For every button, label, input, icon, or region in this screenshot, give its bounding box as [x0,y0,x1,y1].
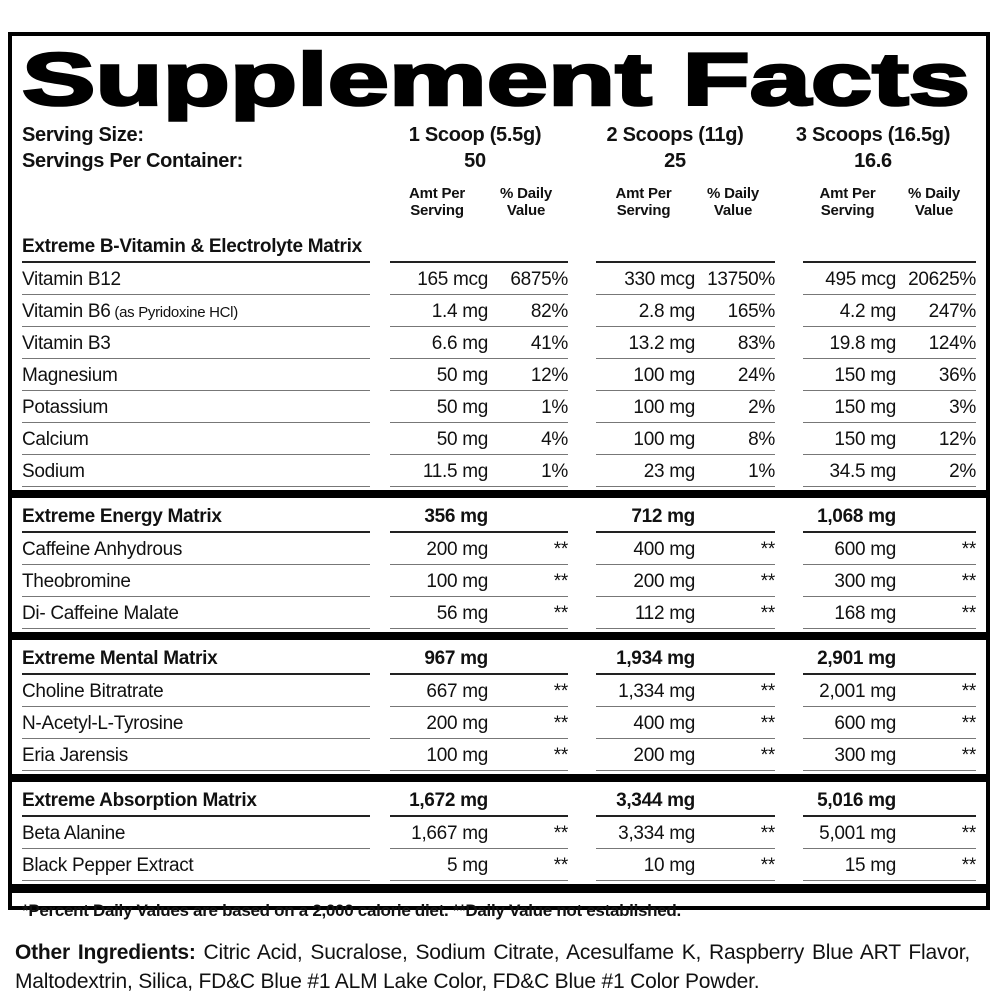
ingredient-name: Di- Caffeine Malate [22,597,370,629]
daily-value: ** [553,712,568,734]
serving-1-values [390,642,568,675]
serving-2-values [596,500,775,533]
daily-value: 24% [737,364,775,386]
ingredient-name: Extreme Energy Matrix [22,500,370,533]
serving-3-values [803,739,976,771]
serving-size-3scoops: 3 Scoops (16.5g) [795,124,951,146]
ingredient-row [22,327,976,359]
amount-per-serving: 5,001 mg [819,822,896,844]
serving-3-values [803,391,976,423]
daily-value: 124% [928,332,976,354]
ingredient-name: Black Pepper Extract [22,849,370,881]
ingredient-row [22,565,976,597]
amount-per-serving: 5 mg [446,854,488,876]
daily-value: 8% [748,428,775,450]
serving-1-values [390,739,568,771]
servings-per-container-row [22,148,976,174]
amount-per-serving: 200 mg [633,744,695,766]
daily-value: ** [961,744,976,766]
serving-2-values [596,359,775,391]
section-divider-bar [12,774,986,782]
daily-value: ** [760,570,775,592]
column-header-row [22,179,976,225]
amount-per-serving: 667 mg [426,680,488,702]
daily-value: 41% [530,332,568,354]
amount-per-serving: 50 mg [436,396,488,418]
ingredient-row [22,675,976,707]
section-header-row [22,230,976,263]
daily-value: ** [961,602,976,624]
amount-per-serving: 400 mg [633,712,695,734]
amount-per-serving: 11.5 mg [422,460,488,482]
ingredient-name: Calcium [22,423,370,455]
amount-per-serving: 600 mg [834,538,896,560]
daily-value: ** [553,538,568,560]
daily-value-header: % Daily Value [707,185,759,219]
serving-2-values [596,817,775,849]
daily-value: ** [553,570,568,592]
amount-per-serving: 150 mg [834,364,896,386]
daily-value: 1% [541,460,568,482]
daily-value: ** [553,680,568,702]
ingredient-name: Sodium [22,455,370,487]
amount-per-serving: 600 mg [834,712,896,734]
serving-size-2scoops: 2 Scoops (11g) [606,124,744,146]
amount-per-serving: 6.6 mg [431,332,488,354]
serving-1-values [390,423,568,455]
serving-1-values [390,597,568,629]
daily-value: ** [961,570,976,592]
daily-value: 12% [938,428,976,450]
amount-per-serving: 1,068 mg [817,505,896,527]
amount-per-serving: 495 mcg [825,268,896,290]
daily-value: ** [760,712,775,734]
serving-3-values [803,295,976,327]
daily-value: ** [553,822,568,844]
serving-2-values [596,597,775,629]
ingredient-name: Caffeine Anhydrous [22,533,370,565]
ingredient-sections [22,230,976,895]
ingredient-row [22,391,976,423]
section-header-row [22,642,976,675]
serving-2-values [596,455,775,487]
amount-per-serving: 150 mg [834,396,896,418]
ingredient-name: Beta Alanine [22,817,370,849]
amount-per-serving: 330 mcg [624,268,695,290]
amount-per-serving: 50 mg [436,364,488,386]
daily-value: ** [961,680,976,702]
serving-3-values [803,597,976,629]
serving-1-values [390,675,568,707]
amount-per-serving: 356 mg [424,505,488,527]
serving-1-values [390,817,568,849]
ingredient-name: Extreme B-Vitamin & Electrolyte Matrix [22,230,370,263]
amount-per-serving: 200 mg [426,712,488,734]
ingredient-name: Extreme Mental Matrix [22,642,370,675]
amount-per-serving: 4.2 mg [839,300,896,322]
column-header-group-1 [390,186,568,220]
serving-1-values [390,391,568,423]
daily-value: ** [553,602,568,624]
serving-1-values [390,455,568,487]
serving-1-values [390,252,568,263]
serving-1-values [390,359,568,391]
servings-count-1scoop: 50 [464,150,486,172]
panel-title-svg [22,38,976,122]
amount-per-serving: 200 mg [426,538,488,560]
ingredient-name: Vitamin B12 [22,263,370,295]
amount-per-serving: 34.5 mg [829,460,896,482]
ingredient-name: Eria Jarensis [22,739,370,771]
daily-value: 13750% [707,268,775,290]
amount-per-serving: 967 mg [424,647,488,669]
serving-2-values [596,533,775,565]
serving-1-values [390,707,568,739]
serving-1-values [390,263,568,295]
serving-2-values [596,675,775,707]
serving-3-values [803,263,976,295]
daily-value-footnote: *Percent Daily Values are based on a 2,000 calorie diet. **Daily Value not established. [22,900,681,920]
serving-3-values [803,500,976,533]
amt-per-serving-header: Amt Per Serving [408,185,466,219]
ingredient-name: Choline Bitratrate [22,675,370,707]
column-header-group-3 [803,186,976,220]
amount-per-serving: 50 mg [436,428,488,450]
servings-per-container-label: Servings Per Container: [22,150,243,172]
serving-1-values [390,500,568,533]
serving-1-values [390,327,568,359]
serving-2-values [596,739,775,771]
daily-value: 20625% [908,268,976,290]
amount-per-serving: 1,667 mg [411,822,488,844]
other-ingredients [15,938,970,997]
daily-value-header: % Daily Value [500,185,552,219]
ingredient-row [22,533,976,565]
ingredient-name: N-Acetyl-L-Tyrosine [22,707,370,739]
amount-per-serving: 712 mg [631,505,695,527]
amount-per-serving: 2,001 mg [819,680,896,702]
ingredient-row [22,295,976,327]
section-header-row [22,784,976,817]
serving-2-values [596,295,775,327]
daily-value: 2% [949,460,976,482]
ingredient-name: Vitamin B3 [22,327,370,359]
serving-2-values [596,642,775,675]
serving-2-values [596,252,775,263]
amount-per-serving: 300 mg [834,744,896,766]
serving-1-values [390,849,568,881]
daily-value: ** [760,680,775,702]
serving-2-values [596,565,775,597]
amount-per-serving: 23 mg [643,460,695,482]
amount-per-serving: 100 mg [426,744,488,766]
ingredient-name: Magnesium [22,359,370,391]
ingredient-row [22,423,976,455]
amount-per-serving: 5,016 mg [817,789,896,811]
amount-per-serving: 56 mg [436,602,488,624]
serving-2-values [596,849,775,881]
serving-3-values [803,675,976,707]
amount-per-serving: 2.8 mg [638,300,695,322]
amt-per-serving-header: Amt Per Serving [819,185,876,219]
serving-size-1scoop: 1 Scoop (5.5g) [408,124,542,146]
daily-value: 36% [938,364,976,386]
serving-3-values [803,423,976,455]
serving-1-values [390,533,568,565]
ingredient-row [22,739,976,771]
daily-value-header: % Daily Value [908,185,960,219]
ingredient-row [22,359,976,391]
amount-per-serving: 100 mg [633,364,695,386]
ingredient-row [22,817,976,849]
amount-per-serving: 10 mg [643,854,695,876]
daily-value: ** [961,854,976,876]
amount-per-serving: 165 mcg [417,268,488,290]
ingredient-name: Extreme Absorption Matrix [22,784,370,817]
serving-3-values [803,849,976,881]
servings-count-3scoops: 16.6 [854,150,892,172]
ingredient-name: Potassium [22,391,370,423]
supplement-facts-panel [8,32,990,920]
daily-value: ** [760,538,775,560]
servings-count-2scoops: 25 [664,150,686,172]
amount-per-serving: 1.4 mg [431,300,488,322]
serving-2-values [596,391,775,423]
serving-3-values [803,455,976,487]
amount-per-serving: 112 mg [634,602,695,624]
serving-2-values [596,263,775,295]
amount-per-serving: 1,934 mg [616,647,695,669]
amount-per-serving: 168 mg [834,602,896,624]
serving-3-values [803,817,976,849]
serving-3-values [803,707,976,739]
section-divider-bar [12,490,986,498]
daily-value: 82% [530,300,568,322]
serving-1-values [390,565,568,597]
serving-3-values [803,533,976,565]
amount-per-serving: 400 mg [633,538,695,560]
serving-2-values [596,707,775,739]
section-divider-bar [12,632,986,640]
panel-title-text: Supplement Facts [22,38,970,121]
daily-value: 1% [748,460,775,482]
daily-value: 1% [541,396,568,418]
amount-per-serving: 19.8 mg [829,332,896,354]
serving-size-label: Serving Size: [22,124,144,146]
daily-value: ** [961,822,976,844]
amount-per-serving: 2,901 mg [817,647,896,669]
amount-per-serving: 300 mg [834,570,896,592]
ingredient-name: Vitamin B6 (as Pyridoxine HCl) [22,295,370,327]
serving-size-row [22,122,976,148]
daily-value: 4% [541,428,568,450]
amount-per-serving: 15 mg [844,854,896,876]
amount-per-serving: 100 mg [426,570,488,592]
serving-3-values [803,784,976,817]
other-ingredients-label: Other Ingredients: [15,941,196,964]
daily-value: 3% [949,396,976,418]
amount-per-serving: 100 mg [633,396,695,418]
serving-1-values [390,784,568,817]
serving-3-values [803,327,976,359]
section-header-row [22,500,976,533]
other-ingredients-text: Citric Acid, Sucralose, Sodium Citrate, Acesulfame K, Raspberry Blue ART Flavor, Maltodextrin, Silica, FD&C Blue #1 ALM Lake Color, FD&C Blue #1 Color Powder. [15,941,971,994]
daily-value: ** [760,602,775,624]
ingredient-row [22,849,976,881]
serving-3-values [803,359,976,391]
amount-per-serving: 150 mg [834,428,896,450]
serving-2-values [596,423,775,455]
amount-per-serving: 100 mg [633,428,695,450]
ingredient-row [22,707,976,739]
serving-3-values [803,252,976,263]
panel-title [22,38,976,122]
amount-per-serving: 13.2 mg [628,332,695,354]
amount-per-serving: 200 mg [633,570,695,592]
ingredient-row [22,455,976,487]
daily-value: ** [760,744,775,766]
daily-value: ** [760,822,775,844]
amt-per-serving-header: Amt Per Serving [615,185,672,219]
daily-value: 12% [530,364,568,386]
serving-2-values [596,327,775,359]
column-header-group-2 [596,186,775,220]
ingredient-name: Theobromine [22,565,370,597]
daily-value: ** [961,712,976,734]
serving-3-values [803,642,976,675]
amount-per-serving: 1,672 mg [409,789,488,811]
daily-value: 6875% [510,268,568,290]
serving-1-values [390,295,568,327]
daily-value: ** [553,854,568,876]
daily-value: 165% [727,300,775,322]
divider-bar-bottom [12,884,986,893]
daily-value: 2% [748,396,775,418]
daily-value: 83% [737,332,775,354]
daily-value: ** [961,538,976,560]
daily-value: ** [760,854,775,876]
ingredient-row [22,263,976,295]
daily-value: 247% [928,300,976,322]
serving-2-values [596,784,775,817]
amount-per-serving: 1,334 mg [618,680,695,702]
daily-value: ** [553,744,568,766]
ingredient-row [22,597,976,629]
amount-per-serving: 3,344 mg [616,789,695,811]
amount-per-serving: 3,334 mg [618,822,695,844]
serving-3-values [803,565,976,597]
